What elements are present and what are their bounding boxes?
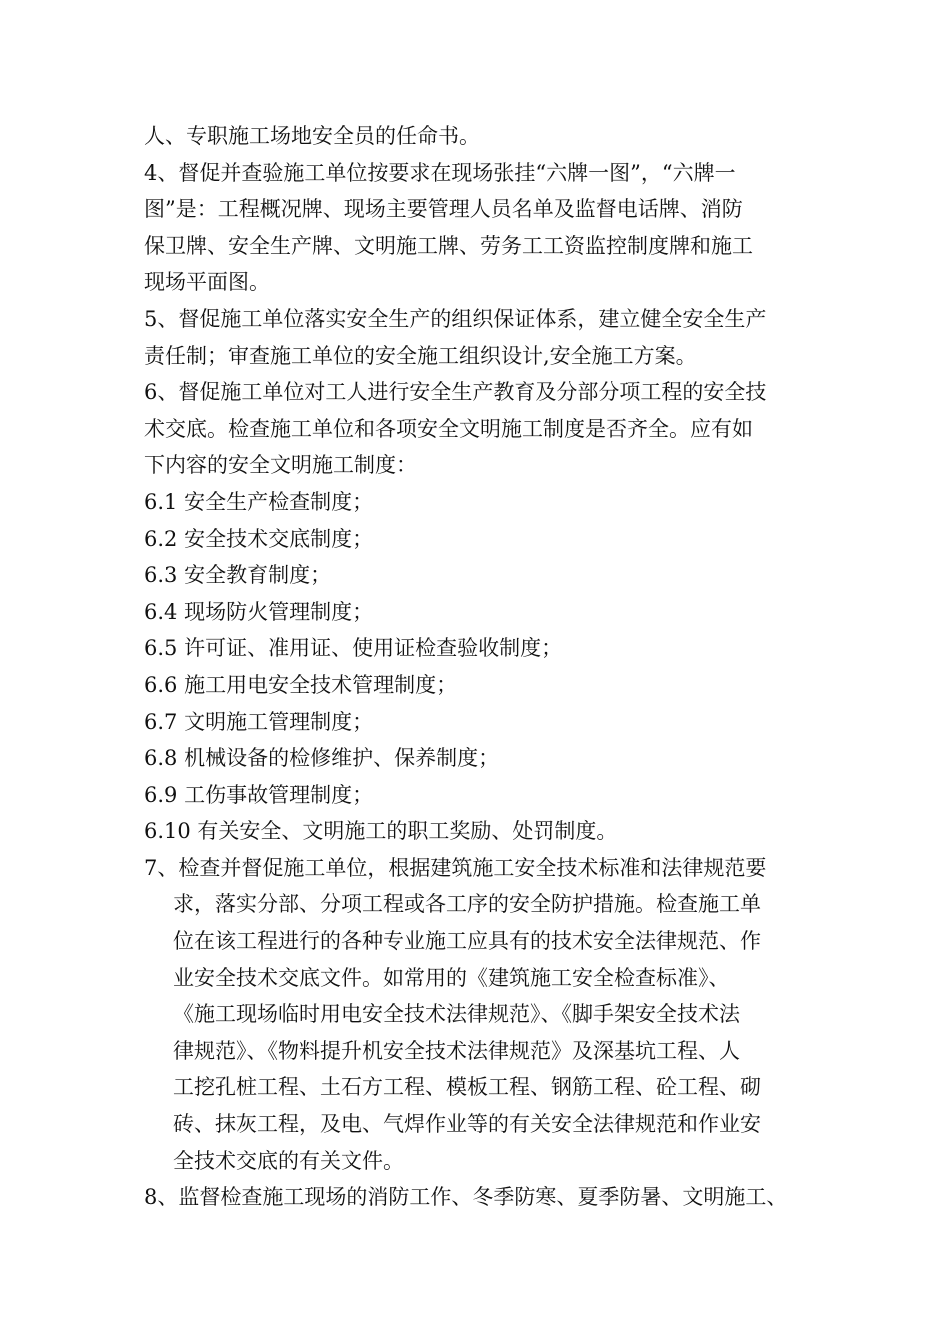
text-line: 8、监督检查施工现场的消防工作、冬季防寒、夏季防暑、文明施工、 <box>144 1185 788 1210</box>
text-line: 工挖孔桩工程、土石方工程、模板工程、钢筋工程、砼工程、砌 <box>173 1075 761 1100</box>
list-item: 6.6 施工用电安全技术管理制度； <box>144 672 458 697</box>
text-line: 4、督促并查验施工单位按要求在现场张挂“六牌一图”，“六牌一 <box>144 160 736 185</box>
text-line: 砖、抹灰工程，及电、气焊作业等的有关安全法律规范和作业安 <box>173 1112 761 1137</box>
list-item: 6.8 机械设备的检修维护、保养制度； <box>144 746 500 771</box>
list-item: 6.10 有关安全、文明施工的职工奖励、处罚制度。 <box>144 819 618 844</box>
text-line: 责任制；审查施工单位的安全施工组织设计,安全施工方案。 <box>144 343 697 368</box>
text-line: 术交底。检查施工单位和各项安全文明施工制度是否齐全。应有如 <box>144 416 753 441</box>
text-line: 《施工现场临时用电安全技术法律规范》、《脚手架安全技术法 <box>173 1002 740 1027</box>
text-line: 业安全技术交底文件。如常用的《建筑施工安全检查标准》、 <box>173 965 730 990</box>
text-line: 下内容的安全文明施工制度： <box>144 453 417 478</box>
text-line: 全技术交底的有关文件。 <box>173 1148 404 1173</box>
text-line: 求，落实分部、分项工程或各工序的安全防护措施。检查施工单 <box>173 892 761 917</box>
list-item: 6.1 安全生产检查制度； <box>144 489 374 514</box>
text-line: 6、督促施工单位对工人进行安全生产教育及分部分项工程的安全技 <box>144 380 767 405</box>
text-line: 5、督促施工单位落实安全生产的组织保证体系，建立健全安全生产 <box>144 306 767 331</box>
text-line: 位在该工程进行的各种专业施工应具有的技术安全法律规范、作 <box>173 929 761 954</box>
text-line: 人、专职施工场地安全员的任命书。 <box>144 124 480 148</box>
list-item: 6.5 许可证、准用证、使用证检查验收制度； <box>144 636 563 661</box>
text-line: 保卫牌、安全生产牌、文明施工牌、劳务工工资监控制度牌和施工 <box>144 233 753 258</box>
document-body <box>144 118 834 1216</box>
list-item: 6.3 安全教育制度； <box>144 563 332 588</box>
list-item: 6.2 安全技术交底制度； <box>144 526 374 551</box>
text-line: 律规范》、《物料提升机安全技术法律规范》及深基坑工程、人 <box>173 1038 740 1063</box>
list-item: 6.9 工伤事故管理制度； <box>144 782 374 807</box>
list-item: 6.7 文明施工管理制度； <box>144 709 374 734</box>
list-item: 6.4 现场防火管理制度； <box>144 599 374 624</box>
text-line: 图”是：工程概况牌、现场主要管理人员名单及监督电话牌、消防 <box>144 197 743 222</box>
text-line: 现场平面图。 <box>144 270 270 295</box>
text-line: 7、检查并督促施工单位，根据建筑施工安全技术标准和法律规范要 <box>144 855 767 880</box>
